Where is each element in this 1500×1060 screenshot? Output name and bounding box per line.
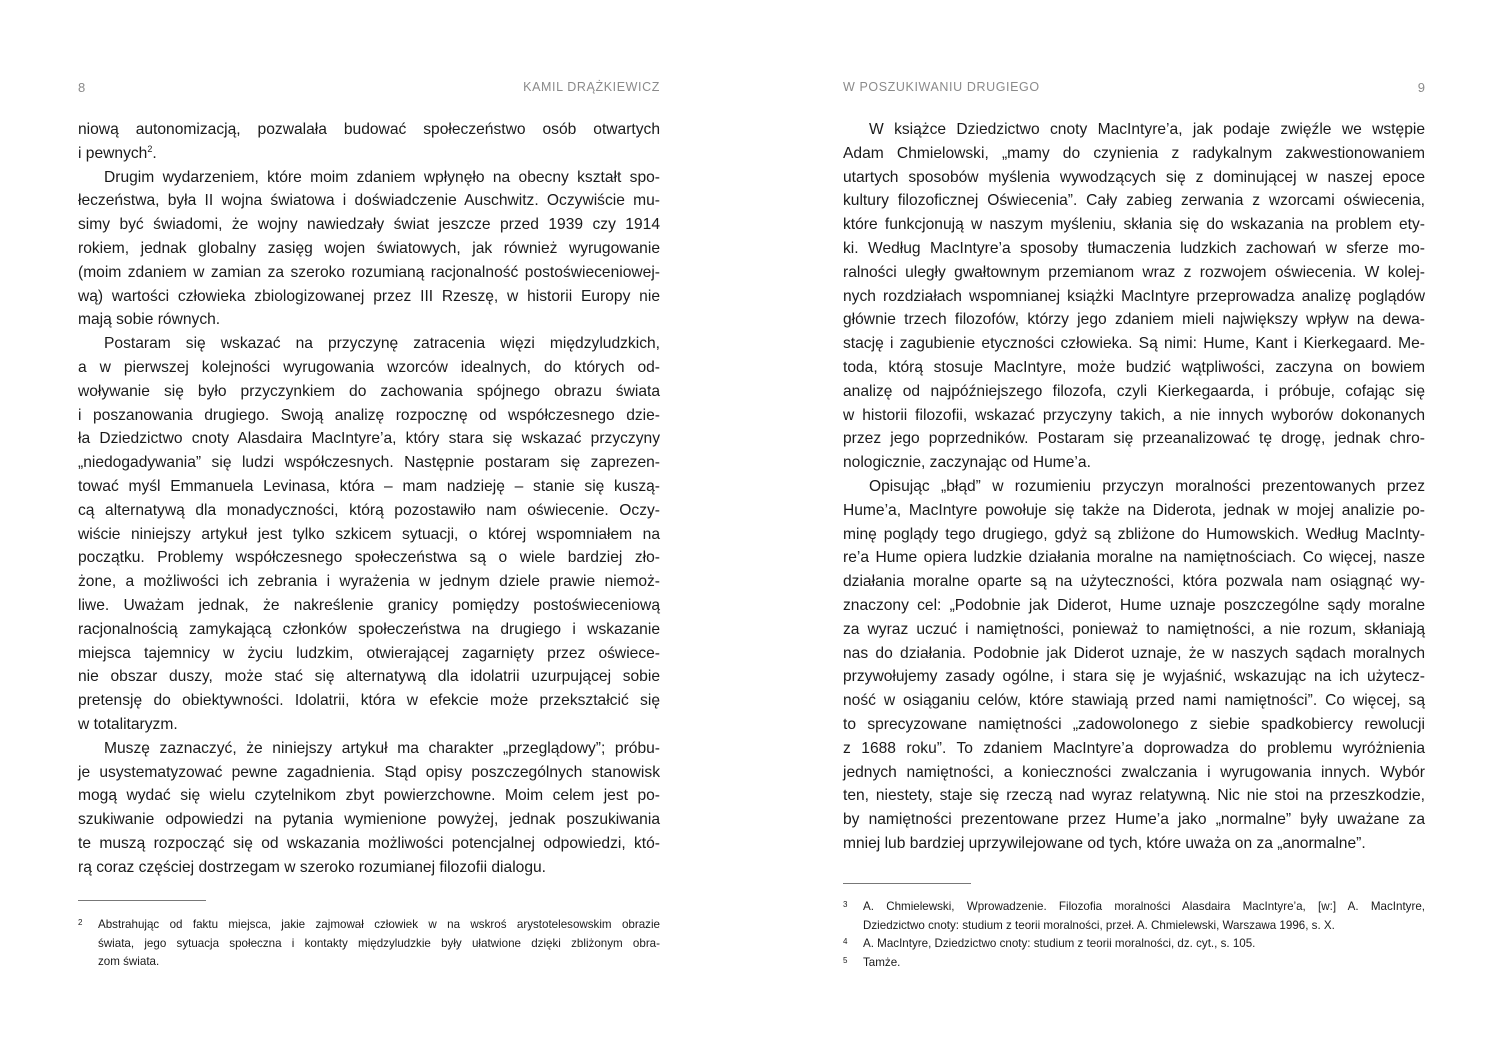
text-line: które funkcjonują w naszym myśleniu, skłania się do wskazania na problem ety-: [843, 216, 1425, 234]
footnote-mark: 3: [843, 900, 848, 909]
running-head-title: W POSZUKIWANIU DRUGIEGO: [843, 80, 1040, 94]
footnote-ref[interactable]: 2: [147, 143, 153, 154]
text-line: analizę od najpóźniejszego filozofa, czyli Kierkegaarda, i próbuje, cofając się: [843, 382, 1425, 400]
text-line: „niedogadywania” się ludzi współczesnych. Następnie postaram się zaprezen-: [78, 454, 660, 472]
text-line: pretensję do obiektywności. Idolatrii, która w efekcie może przekształcić się: [78, 692, 660, 710]
text-line: cą alternatywą dla monadyczności, którą pozostawiło nam oświecenie. Oczy-: [78, 501, 660, 519]
text-line: łeczeństwa, była II wojna światowa i doświadczenie Auschwitz. Oczywiście mu-: [78, 192, 660, 210]
text-line: ła Dziedzictwo cnoty Alasdaira MacIntyre’a, który stara się wskazać przyczyny: [78, 430, 660, 448]
footnote-line: zom świata.: [98, 955, 160, 968]
text-line: działania moralne oparte są na użyteczności, która pozwala nam osiągnąć wy-: [843, 573, 1425, 591]
text-line: mniej lub bardziej uprzywilejowane od tych, które uważa on za „anormalne”.: [843, 834, 1366, 852]
text-line: to sprecyzowane namiętności „zadowolonego z siebie spadkobiercy rewolucji: [843, 715, 1425, 733]
text-line: z 1688 roku”. To zdaniem MacIntyre’a doprowadza do problemu wyróżnienia: [843, 739, 1425, 757]
footnote-mark: 5: [843, 955, 848, 965]
text-line: szukiwanie odpowiedzi na pytania wymienione powyżej, jednak poszukiwania: [78, 811, 660, 829]
footnote-line: Abstrahując od faktu miejsca, jakie zajmował człowiek w na wskroś arystotelesowskim obrazie: [98, 918, 660, 931]
text-line: początku. Problemy współczesnego społeczeństwa są o wiele bardziej zło-: [78, 549, 660, 567]
text-line: racjonalnością zamykającą członków społeczeństwa na drugiego i wskazanie: [78, 620, 660, 638]
text-line: w totalitaryzm.: [78, 715, 178, 733]
text-line: toda, którą stosuje MacIntyre, może budzić wątpliwości, zaczyna on bowiem: [843, 358, 1425, 376]
text-line: Opisując „błąd” w rozumieniu przyczyn moralności prezentowanych przez: [869, 477, 1425, 495]
footnote: [843, 898, 1425, 935]
right-page-header: [843, 80, 1425, 98]
text-line: minę poglądy tego drugiego, gdyż są zbliżone do Humowskich. Według MacInty-: [843, 525, 1425, 543]
text-line: jednych namiętności, a konieczności zwalczania i wyrugowania innych. Wybór: [843, 763, 1425, 781]
text-line: ten, niestety, staje się rzeczą nad wyraz relatywną. Nic nie stoi na przeszkodzie,: [843, 787, 1425, 805]
right-page-body: [843, 118, 1425, 856]
text-line: woływanie się było przyczynkiem do zachowania spójnego obrazu świata: [78, 382, 660, 400]
text-line: wą) wartości człowieka zbiologizowanej przez III Rzeszę, w historii Europy nie: [78, 287, 660, 305]
footnote-line: Tamże.: [863, 955, 901, 969]
text-line: przywołujemy zasady ogólne, i stara się je wyjaśnić, wskazując na ich użytecz-: [843, 668, 1425, 686]
text-line: tować myśl Emmanuela Levinasa, która – mam nadzieję – stanie się kuszą-: [78, 477, 660, 495]
text-line: rokiem, jednak globalny zasięg wojen światowych, jak również wyrugowanie: [78, 239, 660, 257]
text-line: nologicznie, zaczynając od Hume’a.: [843, 454, 1091, 472]
text-line: mają sobie równych.: [78, 311, 221, 329]
text-line: W książce Dziedzictwo cnoty MacIntyre’a, jak podaje zwięźle we wstępie: [869, 121, 1425, 138]
footnote-mark: 4: [843, 937, 848, 946]
text-line: znaczony cel: „Podobnie jak Diderot, Hume uznaje poszczególne sądy moralne: [843, 596, 1425, 614]
footnote-line: A. MacIntyre, Dziedzictwo cnoty: studium z teorii moralności, dz. cyt., s. 105.: [863, 937, 1256, 950]
text-line: Drugim wydarzeniem, które moim zdaniem wpłynęło na obecny kształt spo-: [104, 168, 660, 186]
text-line: re’a Hume opiera ludzkie działania moralne na namiętnościach. Co więcej, nasze: [843, 549, 1425, 567]
text-line: a w pierwszej kolejności wyrugowania wzorców idealnych, do których od-: [78, 358, 660, 376]
footnote-line: świata, jego sytuacja społeczna i kontakty międzyludzkie były ułatwione dzięki zbliżonym obra-: [98, 936, 660, 950]
text-line: stację i zagubienie etyczności człowieka. Są nimi: Hume, Kant i Kierkegaard. Me-: [843, 335, 1425, 353]
text-line: niową autonomizacją, pozwalała budować społeczeństwo osób otwartych: [78, 121, 660, 138]
text-line: głównie trzech filozofów, którzy jego zdaniem mieli największy wpływ na dewa-: [843, 311, 1425, 329]
footnote-line: A. Chmielewski, Wprowadzenie. Filozofia moralności Alasdaira MacIntyre’a, [w:] A. MacIntyre,: [863, 900, 1425, 913]
footnote-line: Dziedzictwo cnoty: studium z teorii moralności, przeł. A. Chmielewski, Warszawa 1996, s. X.: [863, 918, 1335, 932]
text-line: nych rozdziałach wspomnianej książki MacIntyre przeprowadza analizę poglądów: [843, 287, 1425, 305]
left-page-header: [78, 80, 660, 98]
text-line: i pewnych$^2$.: [78, 143, 157, 162]
text-line: Postaram się wskazać na przyczynę zatracenia więzi międzyludzkich,: [104, 335, 660, 353]
right-footnotes: [843, 898, 1425, 972]
text-line: nie obszar duszy, może stać się alternatywą dla idolatrii uzurpującej sobie: [78, 668, 660, 686]
text-line: je usystematyzować pewne zagadnienia. Stąd opisy poszczególnych stanowisk: [78, 763, 660, 781]
text-line: Hume’a, MacIntyre powołuje się także na Diderota, jednak w mojej analizie po-: [843, 501, 1425, 519]
text-line: rą coraz częściej dostrzegam w szeroko rozumianej filozofii dialogu.: [78, 858, 547, 876]
footnote: [843, 935, 1425, 954]
footnote-divider: [78, 900, 206, 901]
footnote-divider: [843, 883, 971, 884]
text-line: te muszą rozpocząć się od wskazania możliwości potencjalnej odpowiedzi, któ-: [78, 834, 660, 852]
text-line: w historii filozofii, wskazać przyczyny takich, a nie innych wyborów dokonanych: [843, 406, 1425, 424]
page-number: 8: [78, 80, 86, 95]
text-line: miejsca tajemnicy w życiu ludzkim, otwierającej zagarnięty przez oświece-: [78, 644, 660, 662]
text-line: za wyraz uczuć i namiętności, ponieważ to namiętności, a nie rozum, skłaniają: [843, 620, 1425, 638]
text-line: simy być świadomi, że wojny nawiedzały świat jeszcze przed 1939 czy 1914: [78, 216, 660, 234]
right-page: [843, 0, 1425, 1060]
left-page-body: [78, 118, 660, 880]
text-line: ki. Według MacIntyre’a sposoby tłumaczenia ludzkich zachowań w sferze mo-: [843, 239, 1425, 257]
footnote: [78, 916, 660, 972]
text-line: (moim zdaniem w zamian za szeroko rozumianą racjonalność postoświeceniowej-: [78, 263, 660, 281]
text-line: ność w osiąganiu celów, które stawiają przed nami namiętności”. Co więcej, są: [843, 692, 1425, 710]
left-page: [78, 0, 660, 1060]
text-line: i poszanowania drugiego. Swoją analizę rozpocznę od współczesnego dzie-: [78, 406, 660, 424]
text-line: kultury filozoficznej Oświecenia”. Cały zabieg zerwania z wzorcami oświecenia,: [843, 192, 1425, 210]
text-line: żone, a możliwości ich zebrania i wyrażenia w jednym dziele prawie niemoż-: [78, 573, 660, 591]
text-line: Muszę zaznaczyć, że niniejszy artykuł ma charakter „przeglądowy”; próbu-: [104, 739, 660, 757]
text-line: Adam Chmielowski, „mamy do czynienia z radykalnym zakwestionowaniem: [843, 144, 1425, 162]
text-line: by namiętności prezentowane przez Hume’a jako „normalne” były uważane za: [843, 811, 1425, 829]
text-line: liwe. Uważam jednak, że nakreślenie granicy pomiędzy postoświeceniową: [78, 596, 660, 614]
text-line: ralności uległy gwałtownym przemianom wraz z rozwojem oświecenia. W kolej-: [843, 263, 1425, 281]
running-head-author: KAMIL DRĄŻKIEWICZ: [523, 80, 660, 94]
text-line: nas do działania. Podobnie jak Diderot uznaje, że w naszych sądach moralnych: [843, 644, 1425, 662]
text-line: utartych sposobów myślenia wywodzących się z dominującej w naszej epoce: [843, 168, 1425, 186]
footnote-mark: 2: [78, 918, 83, 927]
text-line: przez jego poprzedników. Postaram się przeanalizować tę drogę, jednak chro-: [843, 430, 1425, 448]
page-number: 9: [1417, 80, 1425, 95]
left-footnotes: [78, 916, 660, 972]
text-line: mogą wydać się wielu czytelnikom zbyt powierzchowne. Moim celem jest po-: [78, 787, 660, 805]
footnote: [843, 954, 1425, 973]
text-line: wiście niniejszy artykuł jest tylko szkicem sytuacji, o której wspomniałem na: [78, 525, 660, 543]
